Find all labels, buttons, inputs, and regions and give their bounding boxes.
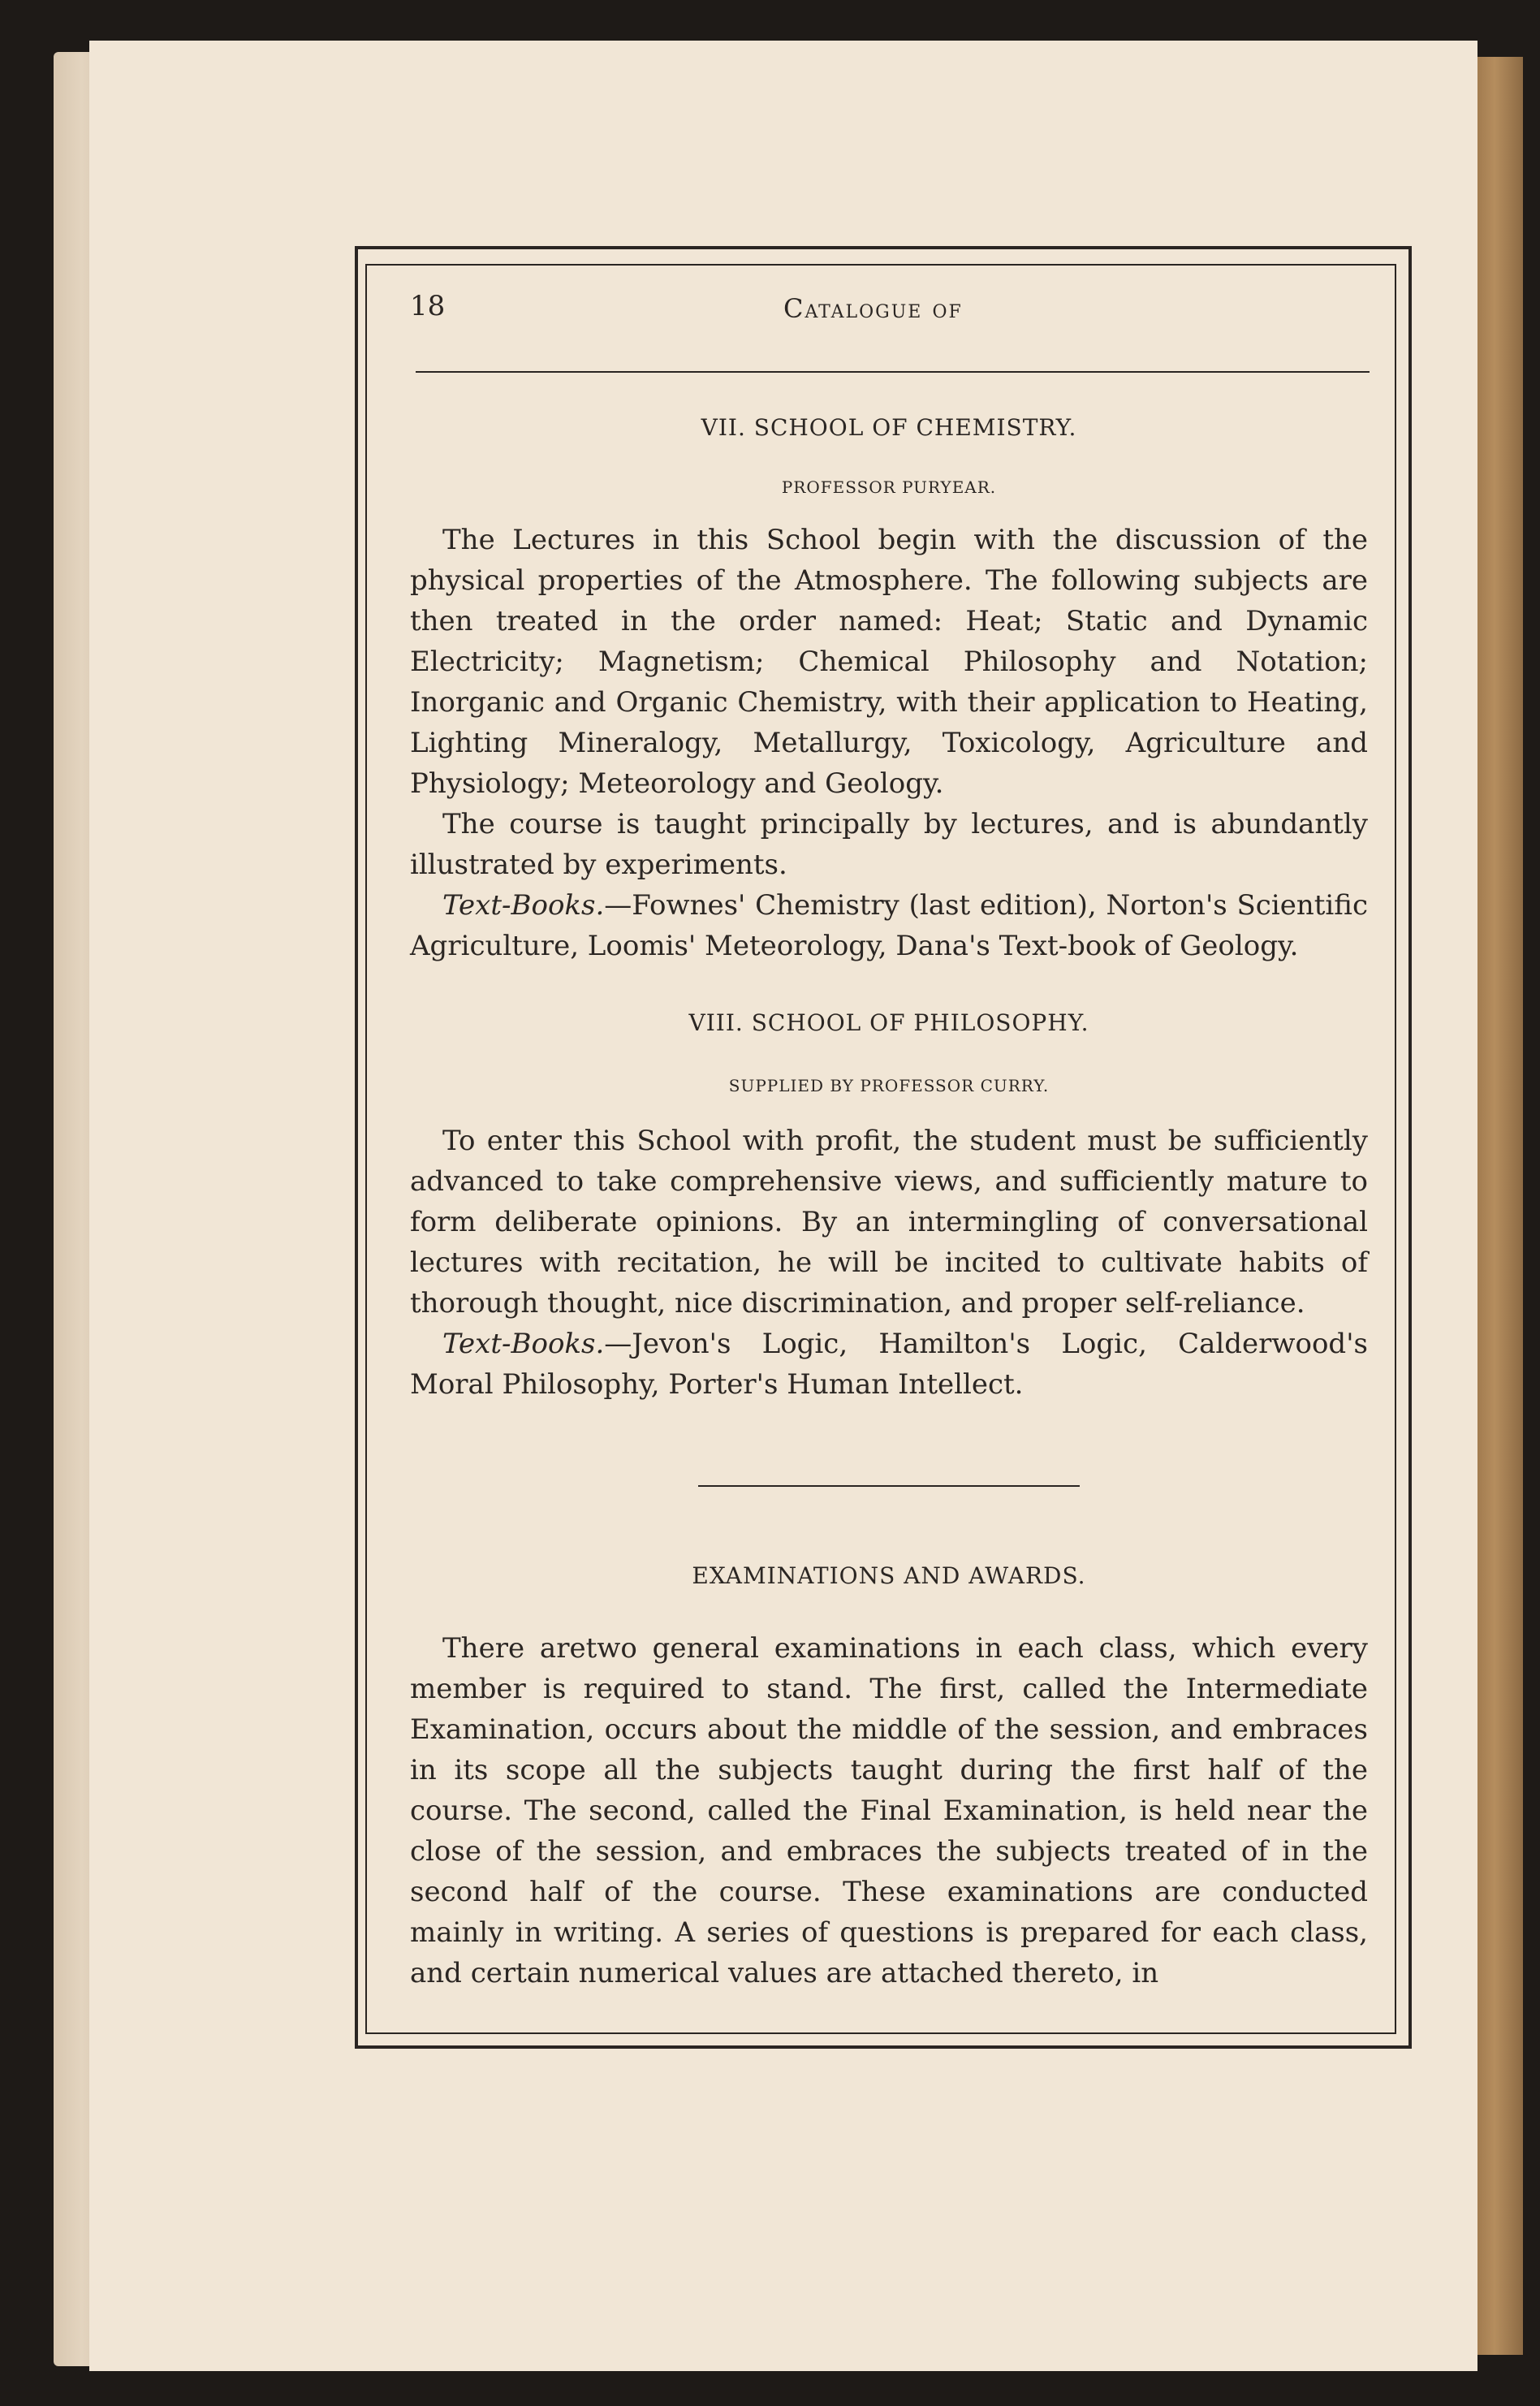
examinations-paragraph-1: There aretwo general examinations in each class, which every member is required to stand. The first, called the Intermediate Examination, occurs about the middle of the session, and embraces in its scope all the subjects taught during the first half of the course. The second, called the Final Examination, is held near the close of the session, and embraces the subjects treated of in the second half of the course. These examinations are conducted mainly in writing. A series of questions is prepared for each class, and certain numerical values are attached thereto, in — [410, 1632, 1368, 1989]
running-head — [410, 290, 1368, 339]
philosophy-professor: SUPPLIED BY PROFESSOR CURRY. — [728, 1076, 1050, 1095]
chemistry-paragraph-1: The Lectures in this School begin with the discussion of the physical properties of the Atmosphere. The following subjects are then treated in the order named: Heat; Static and Dynamic Electricity; Magnetism; Chemical Philosophy and Notation; Inorganic and Organic Chemistry, with their application to Heating, Lighting Mineralogy, Metallurgy, Toxicology, Agriculture and Physiology; Meteorology and Geology. — [410, 524, 1368, 800]
philosophy-section — [410, 1121, 1368, 1405]
philosophy-paragraph-1: To enter this School with profit, the student must be sufficiently advanced to take comprehensive views, and sufficiently mature to form deliberate opinions. By an intermingling of conversational lectures with recitation, he will be incited to cultivate habits of thorough thought, nice discrimination, and proper self-reliance. — [410, 1125, 1368, 1320]
section-divider — [698, 1485, 1080, 1487]
chemistry-heading: VII. SCHOOL OF CHEMISTRY. — [701, 414, 1077, 441]
philosophy-textbooks-label: Text-Books. — [442, 1328, 605, 1360]
chemistry-textbooks — [410, 885, 1368, 966]
philosophy-textbooks-text: —Jevon's Logic, Hamilton's Logic, Calderwood's Moral Philosophy, Porter's Human Intellect. — [410, 1328, 1368, 1401]
chemistry-paragraph-2: The course is taught principally by lectures, and is abundantly illustrated by experiments. — [410, 808, 1368, 881]
chemistry-textbooks-text: —Fownes' Chemistry (last edition), Norton's Scientific Agriculture, Loomis' Meteorology, Dana's Text-book of Geology. — [410, 889, 1368, 962]
philosophy-textbooks — [410, 1324, 1368, 1405]
chemistry-professor: PROFESSOR PURYEAR. — [781, 477, 997, 497]
header-rule — [416, 371, 1370, 373]
running-title: Catalogue of — [783, 293, 963, 324]
book-spine-edge — [1476, 57, 1523, 2355]
examinations-section — [410, 1628, 1368, 1993]
examinations-heading: EXAMINATIONS AND AWARDS. — [692, 1562, 1086, 1589]
chemistry-textbooks-label: Text-Books. — [442, 889, 605, 922]
philosophy-heading: VIII. SCHOOL OF PHILOSOPHY. — [688, 1009, 1089, 1036]
chemistry-section — [410, 520, 1368, 966]
page-number: 18 — [410, 290, 446, 322]
